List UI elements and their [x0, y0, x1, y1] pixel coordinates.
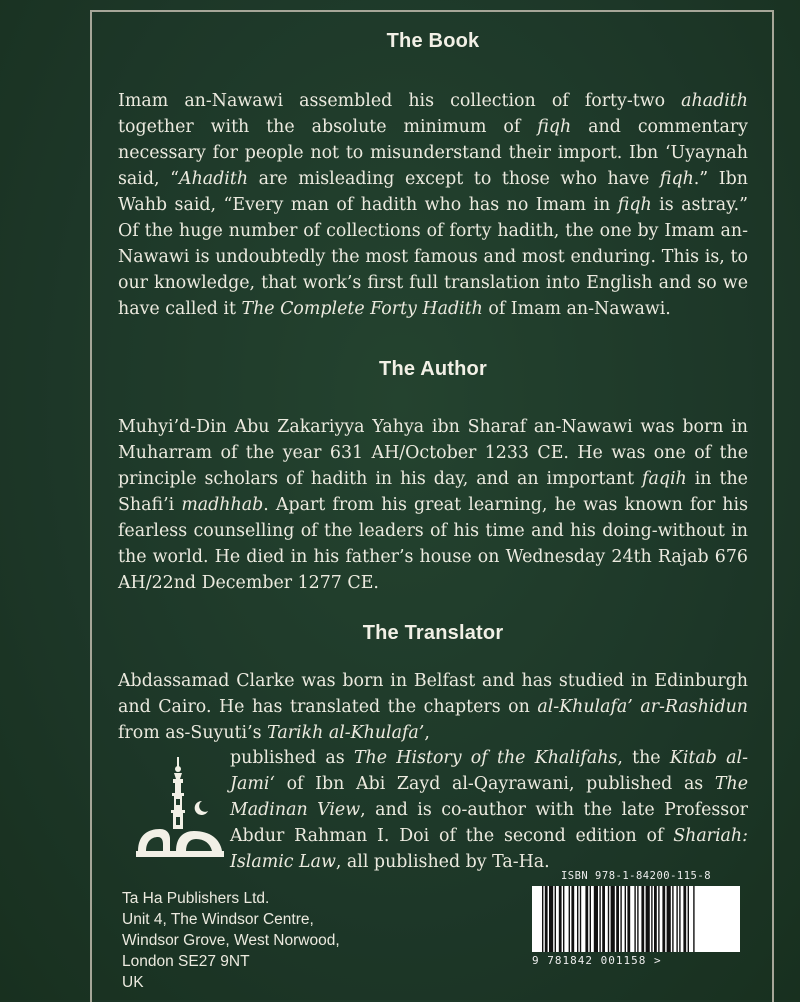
italic-term: fiqh — [537, 117, 572, 137]
barcode-bar — [627, 886, 630, 952]
italic-term: Ahadith — [179, 169, 249, 189]
text-run: , and is co-author with the late Professor Abdur Rahman I. Doi of the second edition of — [230, 800, 754, 846]
italic-term: The Complete Forty Hadith — [241, 299, 483, 319]
author-biography — [118, 414, 754, 596]
barcode-bar — [594, 886, 598, 952]
text-run: are misleading except to those who have — [248, 169, 660, 189]
barcode-bar — [654, 886, 657, 952]
barcode-digits: 9 781842 001158 > — [532, 954, 662, 967]
barcode-bar — [542, 886, 543, 952]
barcode-bar — [667, 886, 671, 952]
translator-biography-top — [118, 668, 754, 746]
barcode-bar — [646, 886, 650, 952]
barcode-bar — [616, 886, 619, 952]
text-run: .” Ibn Wahb said, “Every man of hadith who has no Imam in — [118, 169, 754, 215]
italic-term: madhhab — [181, 495, 264, 515]
barcode-bar — [676, 886, 677, 952]
italic-term: Shariah: Islamic Law — [230, 826, 754, 872]
barcode-bar — [580, 886, 581, 952]
barcode-bar — [683, 886, 686, 952]
text-run: , — [424, 723, 430, 743]
barcode-bars — [532, 886, 740, 952]
text-run: of Ibn Abi Zayd al-Qayrawani, published as — [274, 774, 715, 794]
isbn-barcode — [532, 868, 740, 978]
italic-term: ahadith — [681, 91, 748, 111]
barcode-bar — [555, 886, 556, 952]
text-run: , all published by Ta-Ha. — [335, 852, 550, 872]
section-heading-author: The Author — [379, 358, 487, 380]
book-description — [118, 88, 754, 322]
text-run: from as-Suyuti’s — [118, 697, 754, 743]
barcode-bar — [577, 886, 578, 952]
barcode-bar — [559, 886, 562, 952]
barcode-bar — [611, 886, 615, 952]
barcode-bar — [569, 886, 570, 952]
barcode-bar — [672, 886, 673, 952]
italic-term: fiqh — [659, 169, 694, 189]
address-line-3: London SE27 9NT — [122, 953, 250, 970]
barcode-bar — [571, 886, 574, 952]
section-heading-book: The Book — [386, 30, 480, 52]
italic-term: al-Khulafa’ ar-Rashidun — [537, 697, 748, 717]
barcode-bar — [679, 886, 680, 952]
text-run: Imam an-Nawawi assembled his collection of forty-two — [118, 91, 682, 111]
section-heading-translator: The Translator — [362, 622, 504, 644]
barcode-bar — [620, 886, 621, 952]
barcode-bar — [585, 886, 588, 952]
text-run: . Apart from his great learning, he was known for his fearless counselling of the leaders of his time and his doing-without in the world. He died in his father’s house on Wednesday 24th Rajab 676 AH/22nd December 1277 CE. — [118, 495, 754, 593]
minaret-dome-logo-icon — [130, 755, 230, 870]
text-run: in the Shafi’i — [118, 469, 754, 515]
address-line-2: Windsor Grove, West Norwood, — [122, 932, 340, 949]
barcode-bar — [662, 886, 665, 952]
barcode-bar — [599, 886, 600, 952]
isbn-label: ISBN 978-1-84200-115-8 — [560, 870, 712, 882]
barcode-bar — [602, 886, 605, 952]
barcode-graphic — [532, 886, 740, 952]
translator-biography-bottom — [230, 745, 754, 875]
publisher-address — [122, 888, 340, 993]
barcode-bar — [590, 886, 591, 952]
text-run: Muhyi’d-Din Abu Zakariyya Yahya ibn Sharaf an-Nawawi was born in Muharram of the year 631 AH/October 1233 CE. He was one of the principle scholars of hadith in his day, and an important — [118, 417, 754, 489]
text-run: and commentary necessary for people not to misunderstand their import. Ibn ‘Uyaynah said, “ — [118, 117, 754, 189]
italic-term: faqih — [642, 469, 687, 489]
barcode-bar — [641, 886, 644, 952]
barcode-bar — [625, 886, 626, 952]
text-run: of Imam an-Nawawi. — [482, 299, 671, 319]
italic-term: The Madinan View — [230, 774, 754, 820]
barcode-bar — [658, 886, 659, 952]
italic-term: Kitab al-Jami‘ — [230, 748, 748, 794]
text-run: is astray.” Of the huge number of collections of forty hadith, the one by Imam an-Nawawi is undoubtedly the most famous and most enduring. This is, to our knowledge, that work’s first full translation into English and so we have called it — [118, 195, 754, 319]
text-run: together with the absolute minimum of — [118, 91, 754, 137]
barcode-bar — [545, 886, 548, 952]
italic-term: Tarikh al-Khulafa’ — [267, 723, 425, 743]
barcode-bar — [549, 886, 553, 952]
italic-term: The History of the Khalifahs — [353, 748, 618, 768]
publisher-name: Ta Ha Publishers Ltd. — [122, 890, 270, 907]
barcode-bar — [563, 886, 564, 952]
barcode-bar — [651, 886, 652, 952]
address-line-4: UK — [122, 974, 144, 991]
barcode-bar — [693, 886, 694, 952]
text-run: published as — [230, 748, 354, 768]
barcode-bar — [637, 886, 638, 952]
barcode-bar — [634, 886, 635, 952]
text-run: Abdassamad Clarke was born in Belfast and has studied in Edinburgh and Cairo. He has translated the chapters on — [118, 671, 754, 717]
address-line-1: Unit 4, The Windsor Centre, — [122, 911, 314, 928]
text-run: , the — [617, 748, 670, 768]
italic-term: fiqh — [617, 195, 652, 215]
barcode-bar — [608, 886, 609, 952]
barcode-bar — [688, 886, 689, 952]
